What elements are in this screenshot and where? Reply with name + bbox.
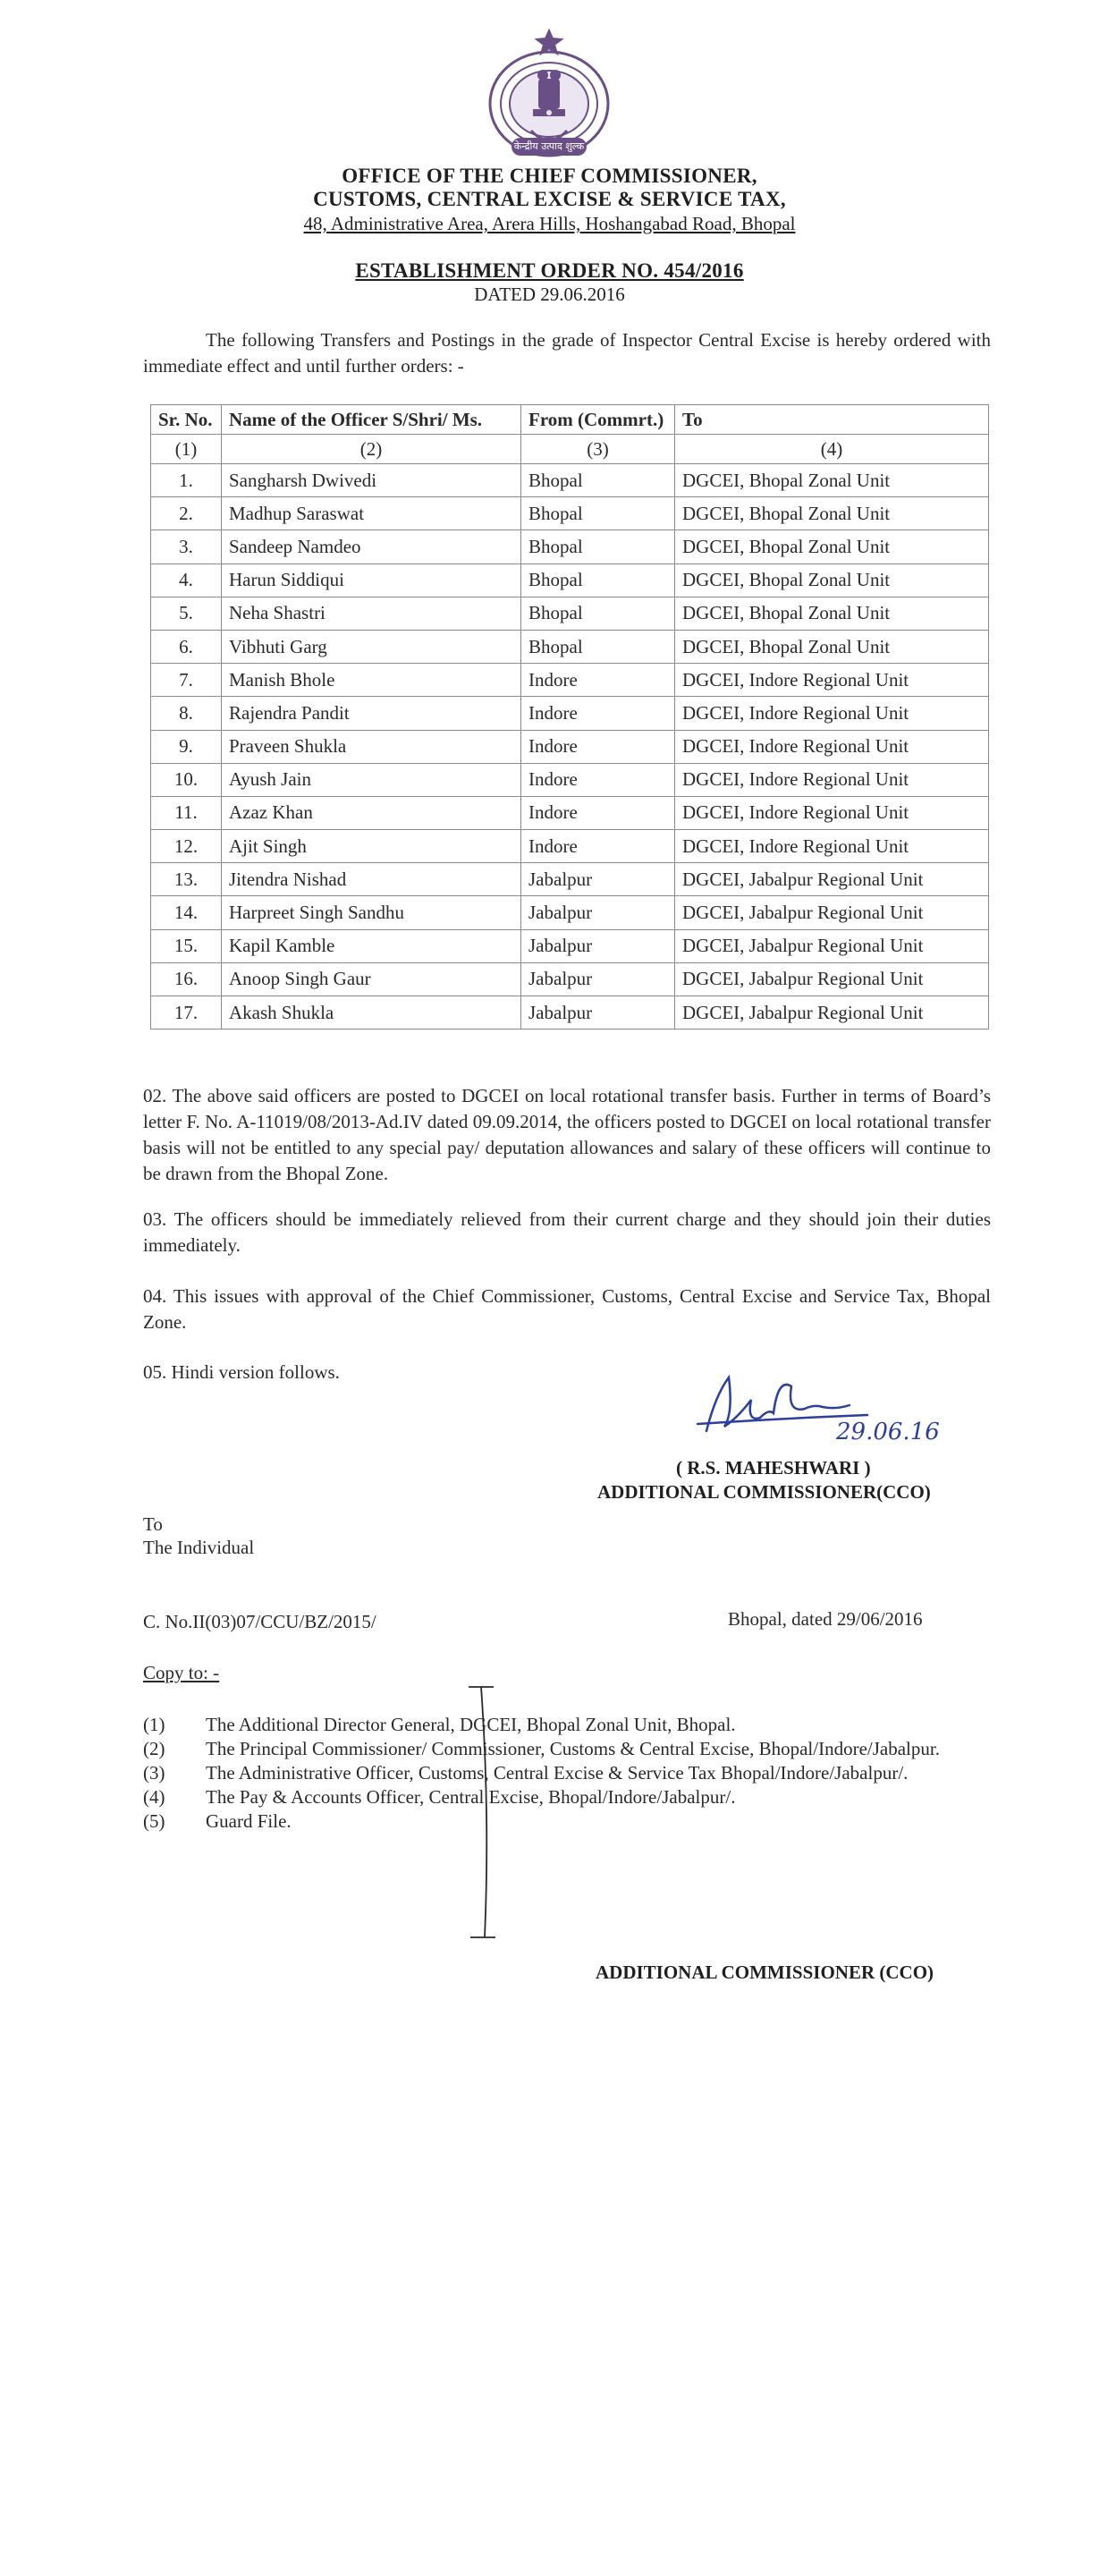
sr-no: 15. (151, 929, 222, 962)
header-to: To (675, 405, 989, 435)
list-text: The Additional Director General, DGCEI, Bhopal Zonal Unit, Bhopal. (206, 1714, 736, 1735)
from-commrt: Jabalpur (521, 962, 675, 996)
from-commrt: Indore (521, 763, 675, 796)
list-item (143, 1809, 991, 1834)
officer-name: Kapil Kamble (222, 929, 521, 962)
from-commrt: Jabalpur (521, 863, 675, 896)
sr-no: 8. (151, 697, 222, 730)
sr-no: 4. (151, 564, 222, 597)
handwritten-signature (680, 1360, 948, 1458)
list-item (143, 1737, 991, 1761)
posted-to: DGCEI, Indore Regional Unit (675, 730, 989, 763)
posted-to: DGCEI, Indore Regional Unit (675, 763, 989, 796)
file-number: C. No.II(03)07/CCU/BZ/2015/ (143, 1611, 376, 1632)
posted-to: DGCEI, Bhopal Zonal Unit (675, 564, 989, 597)
pen-mark (465, 1682, 510, 1950)
from-commrt: Indore (521, 664, 675, 697)
posted-to: DGCEI, Jabalpur Regional Unit (675, 863, 989, 896)
office-address: 48, Administrative Area, Arera Hills, Hoshangabad Road, Bhopal (303, 213, 796, 234)
from-commrt: Indore (521, 730, 675, 763)
from-commrt: Bhopal (521, 464, 675, 497)
officer-name: Rajendra Pandit (222, 697, 521, 730)
table-row (151, 863, 989, 896)
officer-name: Madhup Saraswat (222, 497, 521, 530)
sr-no: 16. (151, 962, 222, 996)
sr-no: 17. (151, 996, 222, 1030)
office-title-line2: CUSTOMS, CENTRAL EXCISE & SERVICE TAX, (313, 188, 786, 210)
from-commrt: Jabalpur (521, 996, 675, 1030)
table-row (151, 630, 989, 663)
posted-to: DGCEI, Bhopal Zonal Unit (675, 464, 989, 497)
posted-to: DGCEI, Bhopal Zonal Unit (675, 630, 989, 663)
officer-name: Praveen Shukla (222, 730, 521, 763)
officer-name: Ajit Singh (222, 830, 521, 863)
order-title: ESTABLISHMENT ORDER NO. 454/2016 (355, 259, 744, 282)
posted-to: DGCEI, Indore Regional Unit (675, 664, 989, 697)
transfer-table (150, 404, 989, 1030)
sr-no: 2. (151, 497, 222, 530)
list-item (143, 1785, 991, 1809)
paragraph-03: 03. The officers should be immediately relieved from their current charge and they should join their duties immediately. (143, 1208, 991, 1256)
table-header-row (151, 405, 989, 435)
sr-no: 7. (151, 664, 222, 697)
table-row (151, 796, 989, 829)
posted-to: DGCEI, Bhopal Zonal Unit (675, 597, 989, 630)
office-title-line1: OFFICE OF THE CHIEF COMMISSIONER, (342, 165, 757, 187)
posted-to: DGCEI, Jabalpur Regional Unit (675, 996, 989, 1030)
col-number: (2) (222, 435, 521, 464)
posted-to: DGCEI, Bhopal Zonal Unit (675, 530, 989, 564)
from-commrt: Bhopal (521, 497, 675, 530)
header-officer-name: Name of the Officer S/Shri/ Ms. (222, 405, 521, 435)
copy-to-label: Copy to: - (143, 1662, 220, 1683)
sr-no: 10. (151, 763, 222, 796)
list-number: (4) (143, 1786, 165, 1808)
officer-name: Sandeep Namdeo (222, 530, 521, 564)
posted-to: DGCEI, Indore Regional Unit (675, 796, 989, 829)
table-row (151, 497, 989, 530)
from-commrt: Indore (521, 796, 675, 829)
header-from: From (Commrt.) (521, 405, 675, 435)
posted-to: DGCEI, Indore Regional Unit (675, 697, 989, 730)
officer-name: Neha Shastri (222, 597, 521, 630)
col-number: (1) (151, 435, 222, 464)
from-commrt: Bhopal (521, 530, 675, 564)
from-commrt: Bhopal (521, 597, 675, 630)
order-date: DATED 29.06.2016 (474, 284, 625, 305)
signatory-designation: ADDITIONAL COMMISSIONER(CCO) (597, 1481, 931, 1503)
copy-to-list (143, 1713, 991, 1834)
sr-no: 9. (151, 730, 222, 763)
department-emblem (476, 23, 622, 166)
col-number: (3) (521, 435, 675, 464)
table-row (151, 664, 989, 697)
from-commrt: Jabalpur (521, 929, 675, 962)
to-label: To (143, 1513, 163, 1535)
table-row (151, 996, 989, 1030)
officer-name: Manish Bhole (222, 664, 521, 697)
table-row (151, 763, 989, 796)
sr-no: 3. (151, 530, 222, 564)
signatory-name: ( R.S. MAHESHWARI ) (676, 1457, 871, 1479)
officer-name: Sangharsh Dwivedi (222, 464, 521, 497)
list-number: (2) (143, 1738, 165, 1759)
sr-no: 6. (151, 630, 222, 663)
officer-name: Harun Siddiqui (222, 564, 521, 597)
posted-to: DGCEI, Jabalpur Regional Unit (675, 896, 989, 929)
officer-name: Vibhuti Garg (222, 630, 521, 663)
signature-date: 29.06.16 (836, 1419, 940, 1445)
officer-name: Harpreet Singh Sandhu (222, 896, 521, 929)
posted-to: DGCEI, Jabalpur Regional Unit (675, 962, 989, 996)
officer-name: Anoop Singh Gaur (222, 962, 521, 996)
officer-name: Akash Shukla (222, 996, 521, 1030)
paragraph-05: 05. Hindi version follows. (143, 1361, 340, 1383)
list-text: The Pay & Accounts Officer, Central Excise, Bhopal/Indore/Jabalpur/. (206, 1786, 736, 1808)
column-number-row (151, 435, 989, 464)
list-number: (5) (143, 1810, 165, 1832)
list-number: (3) (143, 1762, 165, 1784)
from-commrt: Bhopal (521, 564, 675, 597)
paragraph-04: 04. This issues with approval of the Chief Commissioner, Customs, Central Excise and Service Tax, Bhopal Zone. (143, 1285, 991, 1333)
table-row (151, 564, 989, 597)
officer-name: Jitendra Nishad (222, 863, 521, 896)
from-commrt: Indore (521, 830, 675, 863)
table-row (151, 730, 989, 763)
paragraph-02: 02. The above said officers are posted to DGCEI on local rotational transfer basis. Further in terms of Board’s letter F. No. A-11019/08/2013-Ad.IV dated 09.09.2014, the officers posted to DGCEI on local rotational transfer basis will not be entitled to any special pay/ deputation allowances and salary of these officers will continue to be drawn from the Bhopal Zone. (143, 1085, 991, 1184)
footer-designation: ADDITIONAL COMMISSIONER (CCO) (596, 1962, 934, 1983)
table-row (151, 929, 989, 962)
sr-no: 13. (151, 863, 222, 896)
from-commrt: Jabalpur (521, 896, 675, 929)
list-text: The Administrative Officer, Customs, Central Excise & Service Tax Bhopal/Indore/Jabalpur/. (206, 1762, 909, 1784)
posted-to: DGCEI, Indore Regional Unit (675, 830, 989, 863)
table-row (151, 464, 989, 497)
addressee: The Individual (143, 1537, 255, 1558)
sr-no: 12. (151, 830, 222, 863)
sr-no: 5. (151, 597, 222, 630)
list-text: The Principal Commissioner/ Commissioner, Customs & Central Excise, Bhopal/Indore/Jabalpur. (206, 1738, 940, 1759)
from-commrt: Indore (521, 697, 675, 730)
table-row (151, 530, 989, 564)
sr-no: 14. (151, 896, 222, 929)
table-row (151, 597, 989, 630)
officer-name: Ayush Jain (222, 763, 521, 796)
posted-to: DGCEI, Bhopal Zonal Unit (675, 497, 989, 530)
list-item (143, 1761, 991, 1785)
table-row (151, 896, 989, 929)
col-number: (4) (675, 435, 989, 464)
place-and-date: Bhopal, dated 29/06/2016 (728, 1608, 923, 1630)
list-text: Guard File. (206, 1810, 292, 1832)
table-row (151, 962, 989, 996)
officer-name: Azaz Khan (222, 796, 521, 829)
from-commrt: Bhopal (521, 630, 675, 663)
intro-paragraph: The following Transfers and Postings in the grade of Inspector Central Excise is hereby ordered with immediate effect and until further orders: - (143, 329, 991, 377)
emblem-motto: केन्द्रीय उत्पाद शुल्क (513, 140, 585, 152)
list-number: (1) (143, 1714, 165, 1735)
sr-no: 11. (151, 796, 222, 829)
posted-to: DGCEI, Jabalpur Regional Unit (675, 929, 989, 962)
sr-no: 1. (151, 464, 222, 497)
table-row (151, 830, 989, 863)
list-item (143, 1713, 991, 1737)
table-row (151, 697, 989, 730)
table-body (151, 464, 989, 1030)
header-sr-no: Sr. No. (151, 405, 222, 435)
